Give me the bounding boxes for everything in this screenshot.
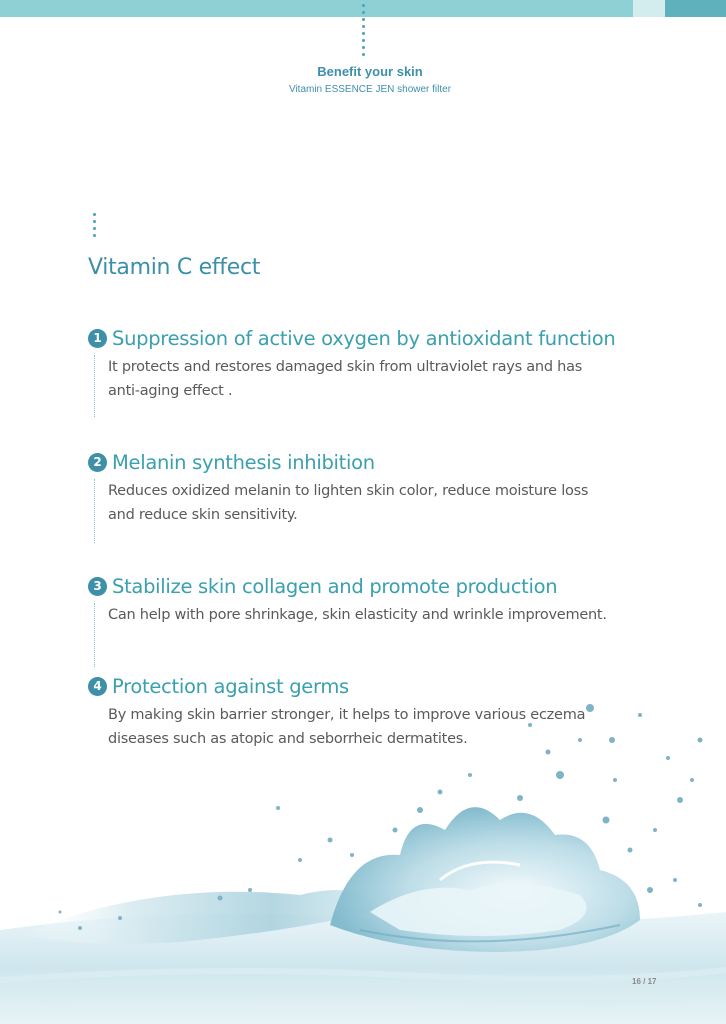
- benefit-item-2-description-line-1: Reduces oxidized melanin to lighten skin color, reduce moisture loss: [108, 483, 589, 499]
- number-badge-1: 1: [88, 329, 107, 348]
- benefit-item-2: [88, 449, 688, 527]
- water-splash-illustration: [0, 680, 726, 1024]
- top-bar-light-segment: [633, 0, 665, 17]
- benefit-item-3-title: Stabilize skin collagen and promote production: [112, 574, 558, 598]
- page-header-title: Benefit your skin: [317, 64, 423, 79]
- benefit-item-3-description: [108, 603, 668, 627]
- benefit-item-1-description-line-2: anti-aging effect .: [108, 383, 233, 399]
- section-dotted-marker: [93, 213, 96, 241]
- section-title: Vitamin C effect: [88, 255, 261, 280]
- benefit-item-2-dotted-rule: [94, 479, 95, 543]
- benefit-item-1-description-line-1: It protects and restores damaged skin from ultraviolet rays and has: [108, 359, 583, 375]
- benefit-item-3-description-line-1: Can help with pore shrinkage, skin elasticity and wrinkle improvement.: [108, 607, 607, 623]
- benefit-item-3-dotted-rule: [94, 603, 95, 667]
- benefit-item-1-description: [108, 355, 668, 403]
- benefit-item-3-header: [88, 573, 688, 599]
- top-bar-dark-segment: [665, 0, 726, 17]
- benefit-item-1-header: [88, 325, 688, 351]
- benefit-item-2-description-line-2: and reduce skin sensitivity.: [108, 507, 298, 523]
- benefit-item-4-description-line-2: diseases such as atopic and seborrheic dermatites.: [108, 731, 468, 747]
- benefit-item-2-description: [108, 479, 668, 527]
- number-badge-3: 3: [88, 577, 107, 596]
- benefit-item-2-header: [88, 449, 688, 475]
- top-bar-main-segment: [0, 0, 633, 17]
- benefit-item-2-title: Melanin synthesis inhibition: [112, 450, 375, 474]
- page-number: 16 / 17: [632, 977, 657, 986]
- number-badge-4: 4: [88, 677, 107, 696]
- benefit-item-4-title: Protection against germs: [112, 674, 349, 698]
- benefit-item-4-description-line-1: By making skin barrier stronger, it helps to improve various eczema: [108, 707, 586, 723]
- benefit-item-1: [88, 325, 688, 403]
- benefit-item-1-dotted-rule: [94, 355, 95, 417]
- benefit-item-1-title: Suppression of active oxygen by antioxidant function: [112, 326, 616, 350]
- header-dotted-connector: [362, 4, 365, 60]
- number-badge-2: 2: [88, 453, 107, 472]
- page-header-subtitle: Vitamin ESSENCE JEN shower filter: [288, 84, 452, 95]
- benefit-item-3: [88, 573, 688, 627]
